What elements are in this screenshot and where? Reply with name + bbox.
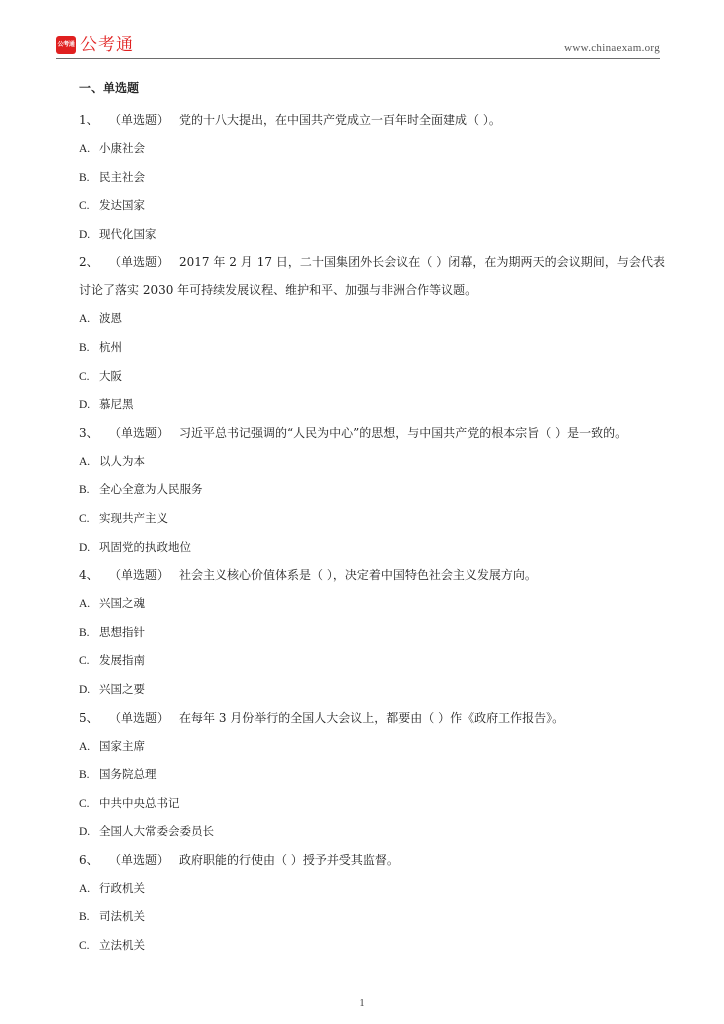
question-type: （单选题）	[109, 113, 170, 127]
option-text: 慕尼黑	[99, 397, 134, 412]
option-text: 发展指南	[99, 653, 145, 668]
site-url[interactable]: www.chinaexam.org	[564, 42, 660, 54]
answer-option[interactable]	[79, 533, 665, 562]
answer-option[interactable]	[79, 817, 665, 846]
question-stem	[79, 561, 665, 589]
question-stem	[79, 419, 665, 447]
page-header	[56, 36, 660, 59]
question-number: 3、	[79, 425, 99, 440]
question-list	[79, 106, 665, 960]
option-letter: A.	[79, 882, 91, 895]
option-letter: D.	[79, 541, 91, 554]
answer-option[interactable]	[79, 362, 665, 391]
question-text: 政府职能的行使由（ ）授予并受其监督。	[179, 852, 399, 867]
answer-option[interactable]	[79, 475, 665, 504]
option-text: 中共中央总书记	[99, 795, 180, 810]
option-text: 巩固党的执政地位	[99, 539, 191, 554]
answer-option[interactable]	[79, 675, 665, 704]
question-1	[79, 106, 665, 248]
logo-badge: 公考通	[56, 36, 76, 54]
option-text: 波恩	[99, 311, 122, 326]
answer-option[interactable]	[79, 191, 665, 220]
question-text: 党的十八大提出，在中国共产党成立一百年时全面建成（ ）。	[179, 113, 501, 127]
question-type: （单选题）	[109, 568, 170, 583]
option-text: 小康社会	[99, 141, 145, 155]
answer-option[interactable]	[79, 732, 665, 761]
option-letter: C.	[79, 512, 90, 525]
option-letter: C.	[79, 655, 90, 668]
page-number: 1	[359, 998, 365, 1009]
option-text: 杭州	[99, 339, 122, 354]
option-letter: B.	[79, 484, 90, 497]
option-text: 实现共产主义	[99, 510, 168, 525]
answer-option[interactable]	[79, 447, 665, 476]
question-5	[79, 704, 665, 846]
question-stem	[79, 704, 665, 732]
answer-option[interactable]	[79, 390, 665, 419]
option-letter: B.	[79, 171, 90, 184]
question-number: 6、	[79, 852, 99, 867]
document-body	[79, 78, 665, 960]
option-letter: D.	[79, 228, 91, 241]
question-text: 在每年 3 月份举行的全国人大会议上，都要由（ ）作《政府工作报告》。	[179, 710, 565, 725]
question-type: （单选题）	[109, 255, 170, 270]
question-number: 4、	[79, 568, 99, 583]
question-type: （单选题）	[109, 852, 170, 867]
answer-option[interactable]	[79, 220, 665, 249]
answer-option[interactable]	[79, 134, 665, 163]
option-text: 行政机关	[99, 880, 145, 895]
option-letter: A.	[79, 598, 91, 611]
answer-option[interactable]	[79, 504, 665, 533]
question-stem	[79, 248, 665, 304]
option-letter: C.	[79, 370, 90, 383]
question-text: 2017 年 2 月 17 日，二十国集团外长会议在（ ）闭幕，在为期两天的会议期间，与会代表讨论了落实 2030 年可持续发展议程、维护和平、加强与非洲合作等议题。	[79, 255, 665, 298]
option-text: 立法机关	[99, 938, 145, 953]
answer-option[interactable]	[79, 618, 665, 647]
section-title: 一、单选题	[79, 81, 140, 95]
answer-option[interactable]	[79, 874, 665, 903]
answer-option[interactable]	[79, 163, 665, 192]
option-letter: A.	[79, 740, 91, 753]
answer-option[interactable]	[79, 646, 665, 675]
answer-option[interactable]	[79, 902, 665, 931]
option-text: 司法机关	[99, 909, 145, 924]
answer-option[interactable]	[79, 931, 665, 960]
question-3	[79, 419, 665, 561]
logo	[56, 36, 134, 54]
option-letter: A.	[79, 455, 91, 468]
question-4	[79, 561, 665, 703]
option-text: 发达国家	[99, 198, 145, 213]
option-letter: B.	[79, 341, 90, 354]
question-type: （单选题）	[109, 425, 170, 440]
answer-option[interactable]	[79, 789, 665, 818]
option-text: 思想指针	[99, 624, 145, 639]
option-letter: B.	[79, 911, 90, 924]
option-text: 以人为本	[99, 453, 145, 468]
question-stem	[79, 846, 665, 874]
option-letter: B.	[79, 626, 90, 639]
question-text: 社会主义核心价值体系是（ ），决定着中国特色社会主义发展方向。	[179, 568, 537, 583]
option-text: 国家主席	[99, 738, 145, 753]
question-number: 1、	[79, 113, 99, 127]
option-letter: D.	[79, 399, 91, 412]
answer-option[interactable]	[79, 760, 665, 789]
answer-option[interactable]	[79, 589, 665, 618]
option-letter: C.	[79, 940, 90, 953]
question-type: （单选题）	[109, 710, 170, 725]
question-6	[79, 846, 665, 960]
option-letter: C.	[79, 797, 90, 810]
question-stem	[79, 106, 665, 134]
option-letter: A.	[79, 143, 91, 155]
option-text: 国务院总理	[99, 767, 157, 782]
option-text: 民主社会	[99, 169, 145, 184]
option-letter: B.	[79, 769, 90, 782]
option-letter: A.	[79, 313, 91, 326]
option-letter: C.	[79, 200, 90, 213]
option-letter: D.	[79, 683, 91, 696]
logo-text: 公考通	[80, 35, 134, 55]
option-text: 兴国之要	[99, 681, 145, 696]
question-number: 2、	[79, 255, 99, 270]
option-text: 全国人大常委会委员长	[99, 824, 214, 839]
question-text: 习近平总书记强调的“人民为中心”的思想，与中国共产党的根本宗旨（ ）是一致的。	[179, 425, 628, 440]
question-2	[79, 248, 665, 418]
answer-option[interactable]	[79, 333, 665, 362]
question-number: 5、	[79, 710, 99, 725]
option-text: 现代化国家	[99, 226, 157, 241]
option-text: 全心全意为人民服务	[99, 482, 203, 497]
option-letter: D.	[79, 826, 91, 839]
option-text: 大阪	[99, 368, 122, 383]
option-text: 兴国之魂	[99, 596, 145, 611]
answer-option[interactable]	[79, 304, 665, 333]
